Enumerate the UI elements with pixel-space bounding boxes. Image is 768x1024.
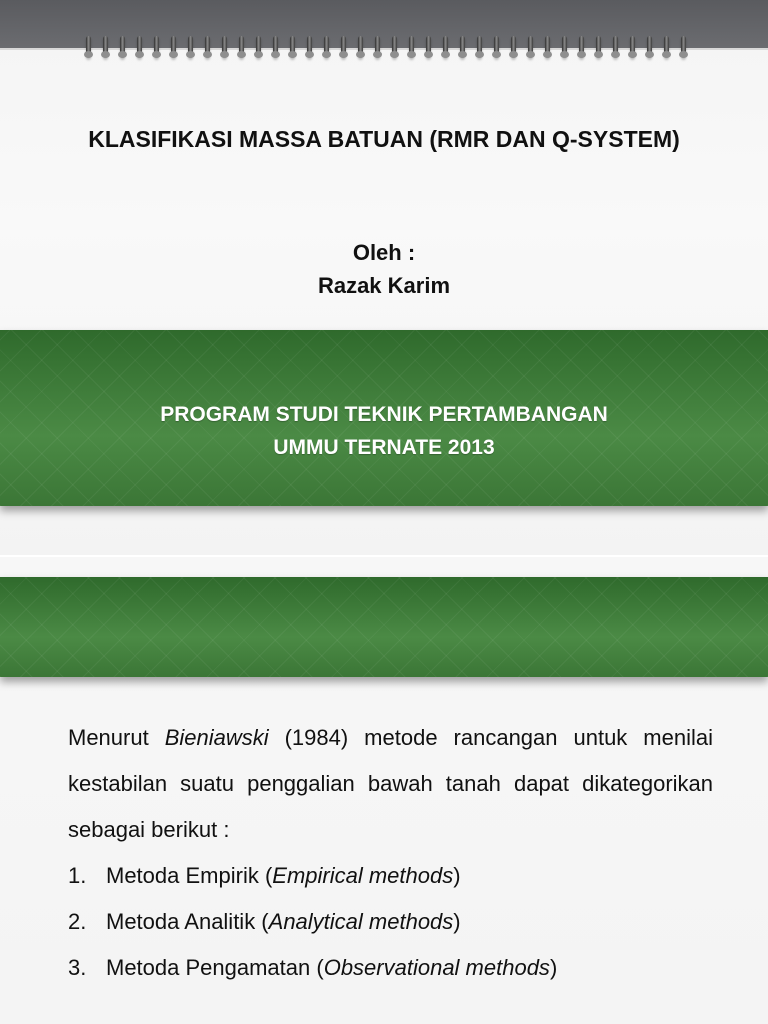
binder-ring <box>324 36 329 58</box>
binder-ring <box>426 36 431 58</box>
binder-ring <box>613 36 618 58</box>
binder-ring <box>630 36 635 58</box>
binder-ring <box>290 36 295 58</box>
binder-ring <box>664 36 669 58</box>
binder-ring <box>256 36 261 58</box>
list-item <box>68 945 713 991</box>
list-text: Metoda Analitik (Analytical methods) <box>106 909 461 934</box>
binder-ring <box>511 36 516 58</box>
binder-ring <box>392 36 397 58</box>
header-band <box>0 577 768 677</box>
binder-ring <box>307 36 312 58</box>
binder-ring <box>579 36 584 58</box>
author-name: Razak Karim <box>317 273 451 298</box>
list-item <box>68 853 713 899</box>
binder-ring <box>205 36 210 58</box>
program-text <box>0 398 768 464</box>
binder-rings <box>86 36 686 64</box>
binder-ring <box>103 36 108 58</box>
list-number: 3. <box>68 955 87 980</box>
binder-ring <box>120 36 125 58</box>
binder-ring <box>273 36 278 58</box>
content-slide <box>0 557 768 1024</box>
para-post: (1984) metode rancangan untuk menilai kestabilan suatu penggalian bawah tanah dapat dikategorikan sebagai berikut : <box>68 725 713 842</box>
binder-ring <box>188 36 193 58</box>
binder-ring <box>443 36 448 58</box>
author-block <box>0 236 768 302</box>
by-label: Oleh : <box>352 240 416 265</box>
binder-ring <box>137 36 142 58</box>
program-line-1: PROGRAM STUDI TEKNIK PERTAMBANGAN <box>160 403 608 426</box>
list-number: 2. <box>68 909 87 934</box>
binder-ring <box>477 36 482 58</box>
binder-ring <box>341 36 346 58</box>
program-band <box>0 330 768 506</box>
binder-ring <box>154 36 159 58</box>
slide-title: KLASIFIKASI MASSA BATUAN (RMR DAN Q-SYSTEM) <box>88 126 680 152</box>
binder-ring <box>358 36 363 58</box>
list-text: Metoda Pengamatan (Observational methods) <box>106 955 558 980</box>
binder-ring <box>375 36 380 58</box>
intro-paragraph <box>68 715 713 853</box>
binder-ring <box>562 36 567 58</box>
binder-ring <box>239 36 244 58</box>
binder-ring <box>222 36 227 58</box>
binder-ring <box>460 36 465 58</box>
list-text: Metoda Empirik (Empirical methods) <box>106 863 461 888</box>
binder-ring <box>545 36 550 58</box>
program-line-2: UMMU TERNATE 2013 <box>273 436 495 459</box>
binder-ring <box>647 36 652 58</box>
para-author: Bieniawski <box>164 725 269 750</box>
list-number: 1. <box>68 863 87 888</box>
slide-body <box>68 715 713 991</box>
list-item <box>68 899 713 945</box>
binder-ring <box>681 36 686 58</box>
binder-ring <box>596 36 601 58</box>
methods-list <box>68 853 713 991</box>
binder-ring <box>171 36 176 58</box>
binder-ring <box>494 36 499 58</box>
para-pre: Menurut <box>68 725 165 750</box>
binder-ring <box>528 36 533 58</box>
binder-ring <box>409 36 414 58</box>
binder-ring <box>86 36 91 58</box>
